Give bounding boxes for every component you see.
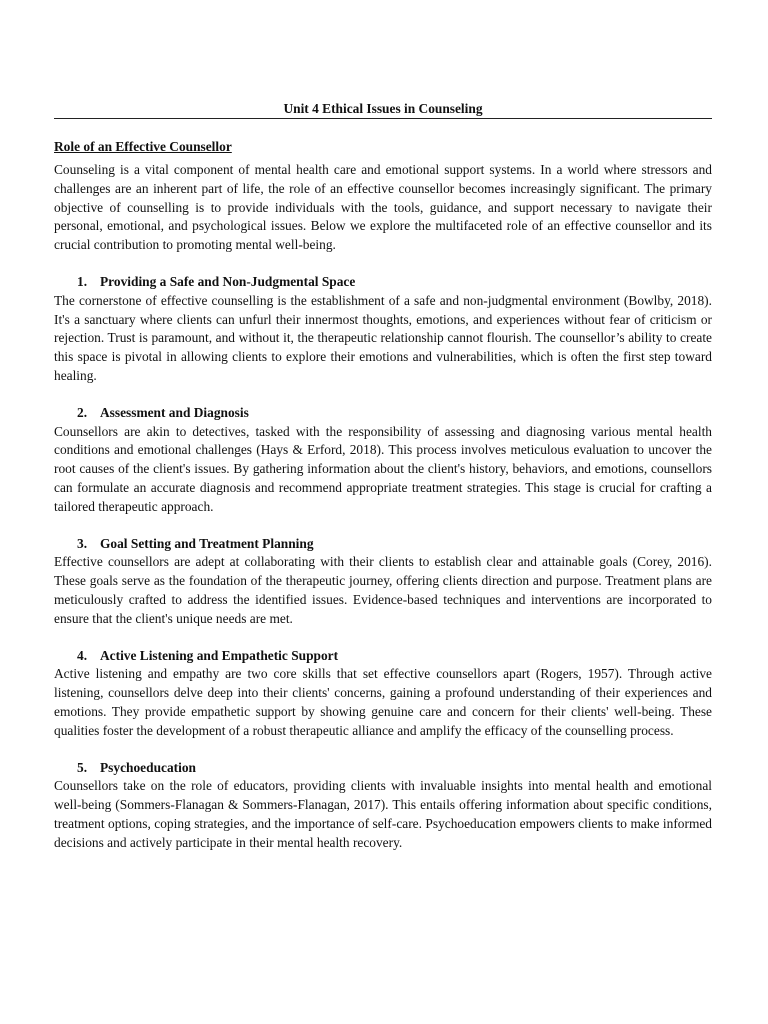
item-body: Effective counsellors are adept at collaborating with their clients to establish clear and attainable goals (Corey, 2016). These goals serve as the foundation of the therapeutic journey, offering clients direction and purpose. Treatment plans are meticulously crafted to address the identified issues. Evidence-based techniques and interventions are incorporated to ensure that the client's unique needs are met. xyxy=(54,554,712,626)
item-heading xyxy=(77,535,712,554)
document-title: Unit 4 Ethical Issues in Counseling xyxy=(54,100,712,119)
section-title: Role of an Effective Counsellor xyxy=(54,139,232,154)
item-number: 1. xyxy=(77,273,88,289)
item-body: Counsellors are akin to detectives, tasked with the responsibility of assessing and diagnosing various mental health conditions and emotional challenges (Hays & Erford, 2018). This process involves meticulous evaluation to uncover the root causes of the client's issues. By gathering information about the client's history, behaviors, and emotions, counsellors can formulate an accurate diagnosis and recommend appropriate treatment strategies. This stage is crucial for crafting a tailored therapeutic approach. xyxy=(54,423,712,514)
list-item-4 xyxy=(54,647,712,741)
item-heading xyxy=(77,647,712,666)
item-title: Providing a Safe and Non-Judgmental Space xyxy=(100,273,356,289)
list-item-1 xyxy=(54,273,712,386)
item-body: Active listening and empathy are two core skills that set effective counsellors apart (Rogers, 1957). Through active listening, counsellors delve deep into their clients' concerns, gaining a profound understanding of their experiences and emotions. They provide empathetic support by showing genuine care and concern for their clients' well-being. These qualities foster the development of a robust therapeutic alliance and amplify the efficacy of the counselling process. xyxy=(54,666,712,738)
document-page xyxy=(54,0,712,853)
list-item-2 xyxy=(54,404,712,517)
item-number: 5. xyxy=(77,759,88,775)
item-heading xyxy=(77,759,712,778)
list-item-3 xyxy=(54,535,712,629)
item-number: 3. xyxy=(77,535,88,551)
list-item-5 xyxy=(54,759,712,853)
item-body: The cornerstone of effective counselling is the establishment of a safe and non-judgmental environment (Bowlby, 2018). It's a sanctuary where clients can unfurl their innermost thoughts, emotions, and experiences without fear of criticism or rejection. Trust is paramount, and without it, the therapeutic relationship cannot flourish. The counsellor’s ability to create this space is pivotal in allowing clients to explore their emotions and vulnerabilities, which is often the first step toward healing. xyxy=(54,292,712,383)
item-title: Active Listening and Empathetic Support xyxy=(100,647,339,663)
intro-paragraph: Counseling is a vital component of mental health care and emotional support systems. In a world where stressors and challenges are an inherent part of life, the role of an effective counsellor becomes increasingly significant. The primary objective of counselling is to provide individuals with the tools, guidance, and support necessary to navigate their personal, emotional, and psychological issues. Below we explore the multifaceted role of an effective counsellor and its crucial contribution to promoting mental well-being. xyxy=(54,162,712,253)
item-number: 4. xyxy=(77,647,88,663)
item-title: Psychoeducation xyxy=(100,759,196,775)
item-number: 2. xyxy=(77,404,88,420)
item-title: Assessment and Diagnosis xyxy=(100,404,249,420)
item-title: Goal Setting and Treatment Planning xyxy=(100,535,314,551)
item-heading xyxy=(77,273,712,292)
item-body: Counsellors take on the role of educators, providing clients with invaluable insights into mental health and emotional well-being (Sommers-Flanagan & Sommers-Flanagan, 2017). This entails offering information about specific conditions, treatment options, coping strategies, and the importance of self-care. Psychoeducation empowers clients to make informed decisions and actively participate in their mental health recovery. xyxy=(54,778,712,850)
item-heading xyxy=(77,404,712,423)
